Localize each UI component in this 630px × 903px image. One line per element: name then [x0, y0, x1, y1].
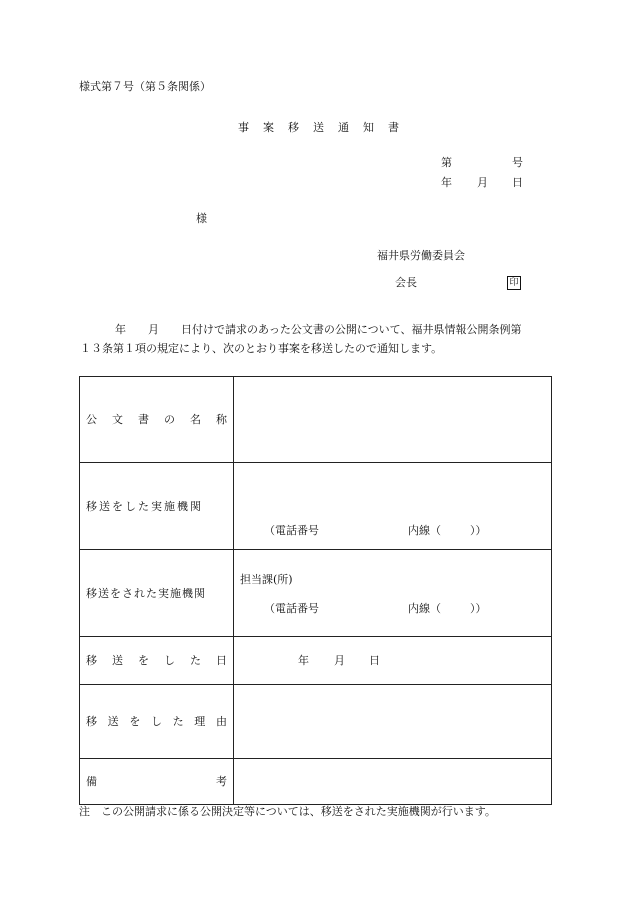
- extension-close: ））: [470, 524, 487, 537]
- label-char: し: [150, 715, 162, 728]
- title-char: 送: [313, 121, 324, 134]
- label-document-name: [80, 377, 234, 463]
- label-char: 文: [112, 413, 123, 426]
- label-transferring-agency: [80, 463, 234, 550]
- table-row: [80, 637, 552, 685]
- label-char: 名: [190, 413, 201, 426]
- label-transfer-reason: [80, 685, 234, 759]
- label-text: 移送をされた実施機関: [86, 586, 206, 600]
- label-char: 送: [112, 654, 123, 667]
- date-year: 年: [441, 176, 452, 189]
- table-row: [80, 463, 552, 550]
- label-char: 移: [86, 715, 97, 728]
- table-row: [80, 685, 552, 759]
- table-row: [80, 550, 552, 637]
- label-char: を: [129, 715, 141, 728]
- value-remarks[interactable]: [234, 759, 552, 805]
- value-transferring-agency[interactable]: [234, 463, 552, 550]
- label-char: 移: [86, 654, 97, 667]
- label-char: 送: [107, 715, 119, 728]
- extension-label: 内線（: [408, 602, 441, 615]
- label-char: 日: [216, 654, 227, 667]
- body-line1-text: 日付けで請求のあった公文書の公開について、福井県情報公開条例第: [181, 323, 522, 336]
- date-day: 日: [512, 176, 523, 189]
- extension-close: ））: [470, 602, 487, 615]
- title-char: 移: [288, 121, 299, 134]
- table-row: [80, 377, 552, 463]
- sender-organization: 福井県労働委員会: [377, 249, 465, 262]
- value-transfer-reason[interactable]: [234, 685, 552, 759]
- label-char: 考: [216, 775, 227, 788]
- transfer-date-year: 年: [298, 654, 309, 667]
- label-char: を: [138, 654, 149, 667]
- doc-number-dai: 第: [441, 156, 452, 169]
- date-month: 月: [477, 176, 488, 189]
- title-char: 通: [338, 121, 349, 134]
- doc-number-go: 号: [512, 156, 523, 169]
- document-title: [238, 122, 399, 133]
- title-char: 書: [388, 121, 399, 134]
- label-char: 書: [138, 413, 149, 426]
- addressee-sama: 様: [196, 212, 207, 225]
- label-char: 備: [86, 775, 97, 788]
- transfer-details-table: [79, 376, 552, 805]
- label-char: 理: [194, 715, 206, 728]
- label-char: た: [172, 715, 184, 728]
- label-receiving-agency: [80, 550, 234, 637]
- body-line1-month: 月: [148, 323, 159, 336]
- label-char: 称: [216, 413, 227, 426]
- extension-label: 内線（: [408, 524, 441, 537]
- form-number: 様式第７号（第５条関係）: [79, 80, 211, 93]
- footnote: 注 この公開請求に係る公開決定等については、移送をされた実施機関が行います。: [79, 805, 496, 818]
- department-label: 担当課(所): [240, 573, 293, 586]
- title-char: 案: [263, 121, 274, 134]
- body-line2-text: １３条第１項の規定により、次のとおり事案を移送したので通知します。: [80, 342, 443, 355]
- label-char: し: [164, 654, 175, 667]
- label-char: の: [164, 413, 175, 426]
- transfer-date-month: 月: [334, 654, 345, 667]
- phone-label: （電話番号: [264, 602, 319, 615]
- sender-title: 会長: [395, 276, 417, 289]
- label-text: 移送をした実施機関: [86, 499, 203, 513]
- table-row: [80, 759, 552, 805]
- label-remarks: [80, 759, 234, 805]
- label-char: 公: [86, 413, 97, 426]
- body-line1-year: 年: [115, 323, 126, 336]
- title-char: 事: [238, 121, 249, 134]
- title-char: 知: [363, 121, 374, 134]
- label-transfer-date: [80, 637, 234, 685]
- value-receiving-agency[interactable]: [234, 550, 552, 637]
- transfer-date-day: 日: [369, 654, 380, 667]
- value-document-name[interactable]: [234, 377, 552, 463]
- value-transfer-date[interactable]: [234, 637, 552, 685]
- label-char: 由: [215, 715, 227, 728]
- phone-label: （電話番号: [264, 524, 319, 537]
- seal-mark: 印: [507, 276, 521, 290]
- label-char: た: [190, 654, 201, 667]
